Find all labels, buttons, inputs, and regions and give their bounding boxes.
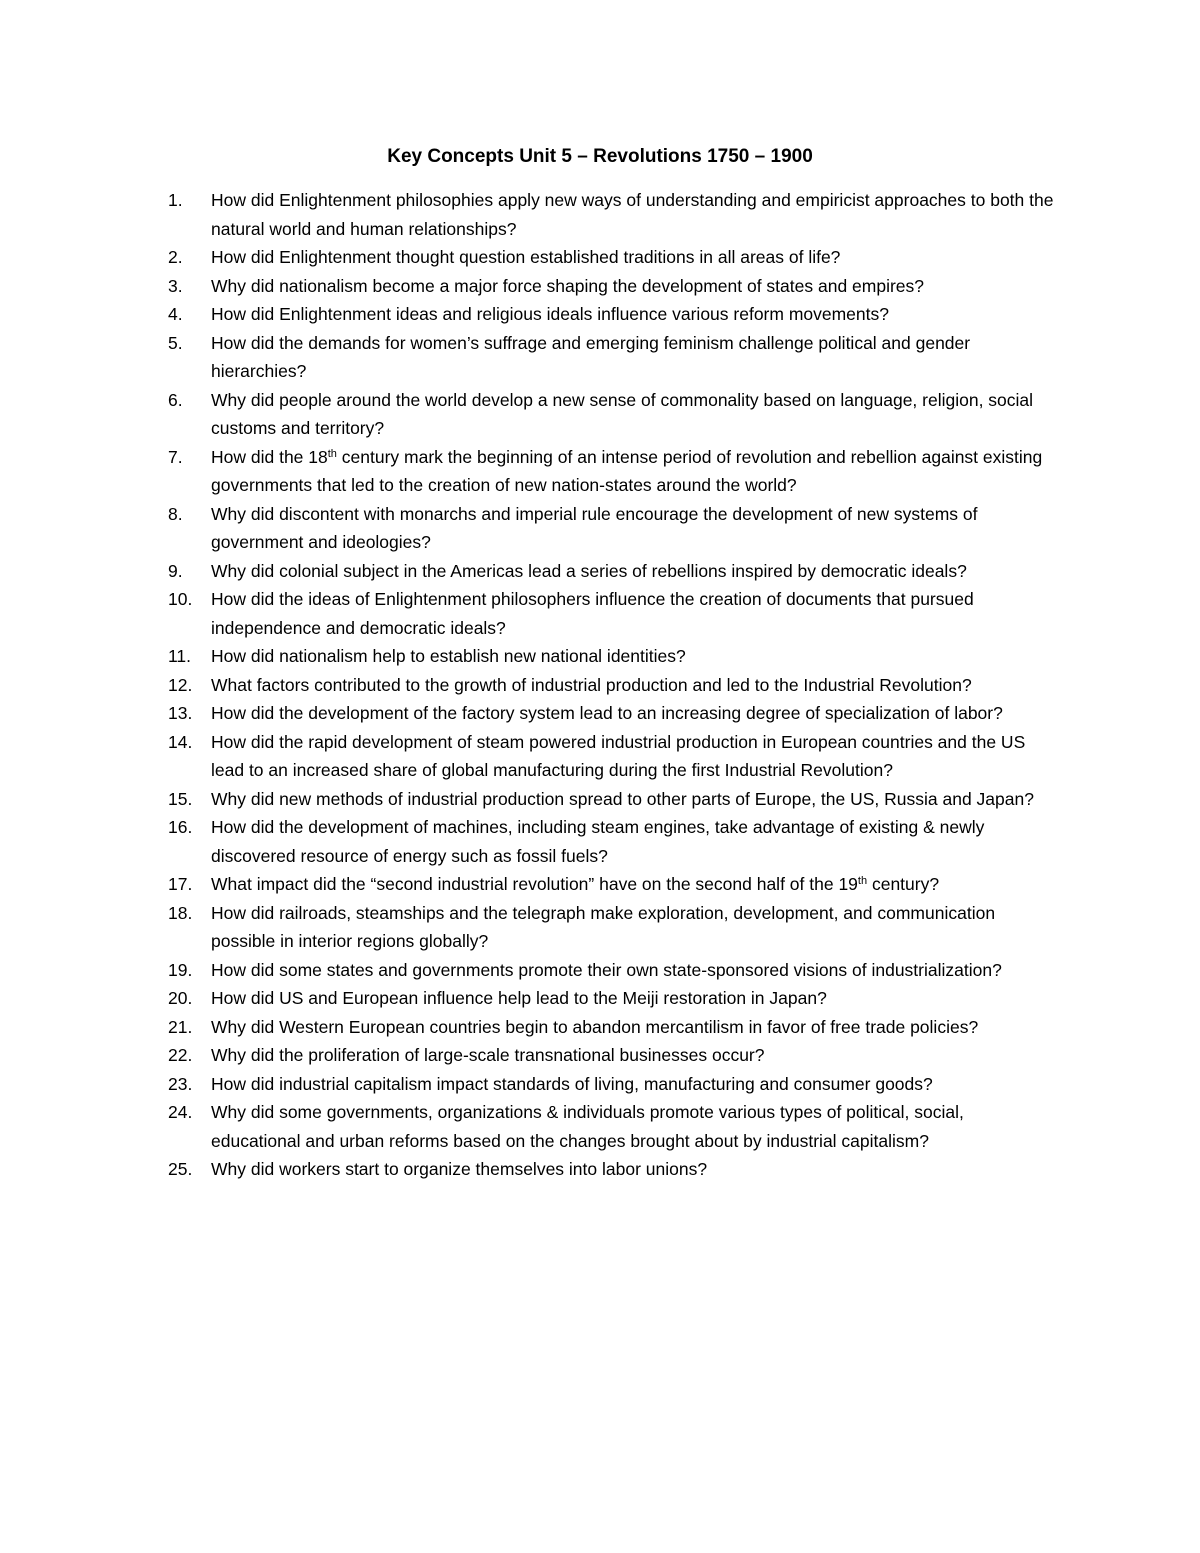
question-item [168, 1098, 1058, 1155]
ordinal-superscript: th [327, 447, 337, 460]
question-item [168, 300, 1058, 329]
question-number: 4. [168, 304, 183, 324]
question-number: 17. [168, 874, 193, 894]
question-number: 16. [168, 817, 193, 837]
question-text: Why did colonial subject in the Americas lead a series of rebellions inspired by democratic ideals? [211, 560, 967, 581]
question-number: 24. [168, 1102, 193, 1122]
question-item [168, 699, 1058, 728]
question-number: 13. [168, 703, 193, 723]
question-item [168, 870, 1058, 899]
question-text: How did the rapid development of steam powered industrial production in European countries and the US lead to an increased share of global manufacturing during the first Industrial Revolution? [211, 731, 1026, 780]
question-text: Why did some governments, organizations & individuals promote various types of political, social, educational and urban reforms based on the changes brought about by industrial capitalism? [211, 1102, 964, 1151]
question-text: Why did discontent with monarchs and imperial rule encourage the development of new systems of government and ideologies? [211, 503, 978, 552]
question-number: 20. [168, 988, 193, 1008]
question-number: 15. [168, 788, 193, 809]
question-item [168, 585, 1058, 642]
question-number: 12. [168, 674, 193, 695]
question-text: Why did nationalism become a major force shaping the development of states and empires? [211, 275, 925, 296]
question-text: Why did workers start to organize themselves into labor unions? [211, 1159, 708, 1179]
question-number: 8. [168, 503, 183, 524]
question-number: 3. [168, 275, 183, 296]
question-item [168, 1155, 1058, 1184]
question-text: Why did people around the world develop a new sense of commonality based on language, religion, social customs and territory? [211, 389, 1034, 438]
question-item [168, 1013, 1058, 1042]
question-item [168, 984, 1058, 1013]
question-text: How did Enlightenment philosophies apply new ways of understanding and empiricist approaches to both the natural world and human relationships? [211, 190, 1054, 239]
question-text-part: century mark the beginning of an intense period of revolution and rebellion against existing governments that led to the creation of new nation-states around the world? [211, 446, 1043, 495]
question-item [168, 186, 1058, 243]
question-item [168, 785, 1058, 814]
question-item [168, 899, 1058, 956]
question-text [211, 447, 1042, 496]
question-item [168, 500, 1058, 557]
question-text: Why did new methods of industrial production spread to other parts of Europe, the US, Russia and Japan? [211, 788, 1034, 809]
question-text: How did nationalism help to establish new national identities? [211, 646, 686, 666]
question-text: How did industrial capitalism impact standards of living, manufacturing and consumer goods? [211, 1073, 933, 1094]
ordinal-superscript: th [857, 875, 868, 887]
question-number: 10. [168, 589, 193, 609]
question-item [168, 642, 1058, 671]
question-text: Why did Western European countries begin to abandon mercantilism in favor of free trade policies? [211, 1016, 979, 1037]
question-item [168, 1070, 1058, 1099]
question-number: 2. [168, 247, 183, 267]
question-number: 7. [168, 446, 183, 467]
question-item [168, 243, 1058, 272]
question-list [168, 186, 1058, 1184]
question-text: What factors contributed to the growth of industrial production and led to the Industrial Revolution? [211, 674, 972, 695]
question-text [211, 874, 939, 894]
question-text: How did railroads, steamships and the telegraph make exploration, development, and communication possible in interior regions globally? [211, 902, 996, 951]
question-item [168, 671, 1058, 700]
question-item [168, 557, 1058, 586]
question-text: How did some states and governments promote their own state-sponsored visions of industrialization? [211, 959, 1002, 980]
question-number: 21. [168, 1016, 193, 1037]
question-number: 1. [168, 190, 183, 210]
question-text: How did the development of machines, including steam engines, take advantage of existing & newly discovered resource of energy such as fossil fuels? [211, 817, 985, 866]
question-number: 22. [168, 1045, 193, 1065]
question-number: 11. [168, 646, 192, 666]
question-number: 14. [168, 731, 193, 752]
question-item [168, 728, 1058, 785]
question-number: 5. [168, 332, 183, 353]
question-number: 25. [168, 1159, 193, 1179]
question-text: How did the demands for women’s suffrage and emerging feminism challenge political and gender hierarchies? [211, 332, 971, 381]
question-number: 9. [168, 560, 183, 581]
question-text-part: What impact did the “second industrial revolution” have on the second half of the 19 [211, 874, 858, 894]
question-text: How did the development of the factory system lead to an increasing degree of specialization of labor? [211, 703, 1003, 723]
question-item [168, 443, 1058, 500]
question-item [168, 329, 1058, 386]
question-number: 6. [168, 389, 183, 410]
question-number: 19. [168, 959, 193, 980]
question-text: Why did the proliferation of large-scale transnational businesses occur? [211, 1045, 765, 1065]
question-text-part: How did the 18 [211, 446, 328, 467]
question-text: How did US and European influence help lead to the Meiji restoration in Japan? [211, 988, 827, 1008]
question-item [168, 272, 1058, 301]
question-text: How did Enlightenment ideas and religious ideals influence various reform movements? [211, 304, 889, 324]
question-item [168, 956, 1058, 985]
question-text-part: century? [867, 874, 940, 894]
document-title: Key Concepts Unit 5 – Revolutions 1750 – 1900 [387, 146, 813, 167]
question-item [168, 1041, 1058, 1070]
question-text: How did Enlightenment thought question established traditions in all areas of life? [211, 247, 841, 267]
question-item [168, 386, 1058, 443]
question-item [168, 813, 1058, 870]
question-number: 23. [168, 1073, 193, 1094]
question-number: 18. [168, 902, 193, 923]
question-text: How did the ideas of Enlightenment philosophers influence the creation of documents that pursued independence and democratic ideals? [211, 589, 974, 638]
